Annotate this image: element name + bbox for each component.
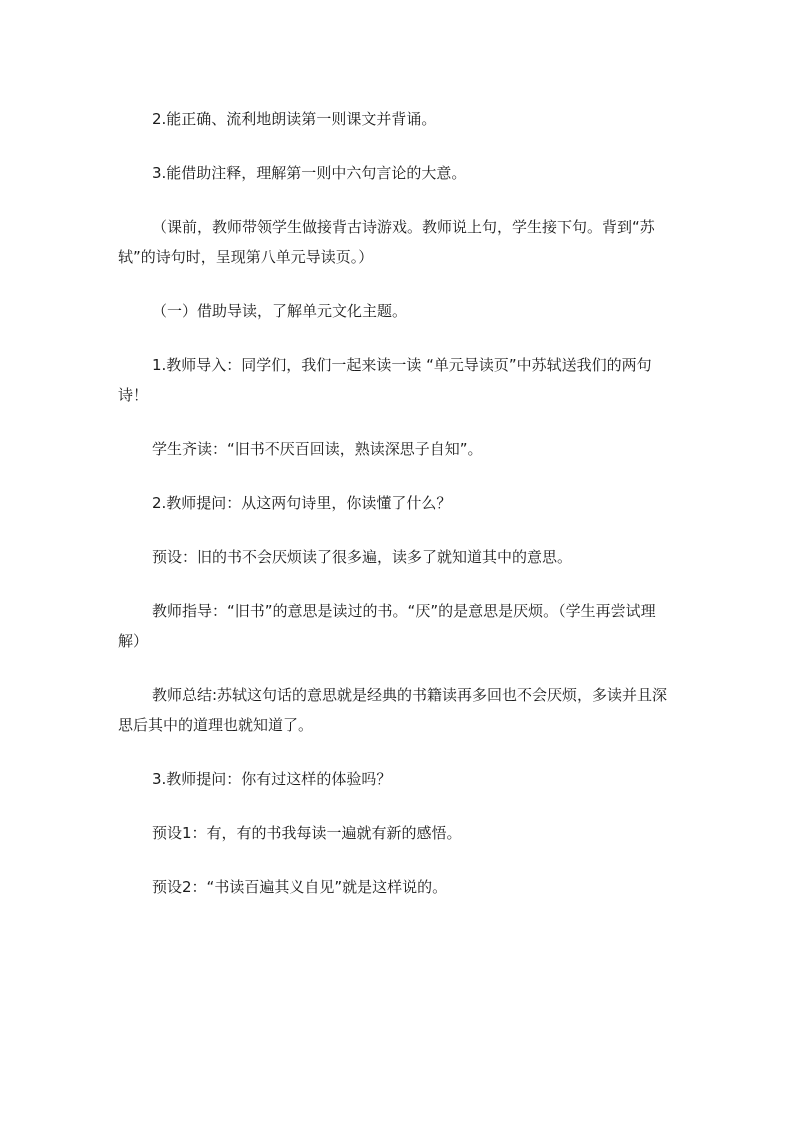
teacher-intro: 1.教师导入：同学们，我们一起来读一读 “单元导读页”中苏轼送我们的两句诗！ [118,356,652,404]
objective-3: 3.能借助注释，理解第一则中六句言论的大意。 [152,164,467,182]
teacher-guidance: 教师指导：“旧书”的意思是读过的书。“厌”的是意思是厌烦。（学生再尝试理解） [118,602,656,650]
teacher-question-2: 2.教师提问：从这两句诗里，你读懂了什么？ [152,494,452,512]
preset-answer-1: 预设1：有，有的书我每读一遍就有新的感悟。 [152,824,462,842]
teacher-question-3: 3.教师提问：你有过这样的体验吗？ [152,770,392,788]
section-heading-1: （一）借助导读，了解单元文化主题。 [152,302,408,320]
preset-answer: 预设：旧的书不会厌烦读了很多遍，读多了就知道其中的意思。 [152,548,573,566]
objective-2: 2.能正确、流利地朗读第一则课文并背诵。 [152,110,437,128]
pre-class-note: （课前，教师带领学生做接背古诗游戏。教师说上句，学生接下句。背到“苏轼”的诗句时，呈现第八单元导读页。） [118,218,655,266]
student-reading: 学生齐读：“旧书不厌百回读，熟读深思子自知”。 [152,440,483,458]
document-body [118,104,678,926]
preset-answer-2: 预设2：“书读百遍其义自见”就是这样说的。 [152,878,448,896]
teacher-summary: 教师总结:苏轼这句话的意思就是经典的书籍读再多回也不会厌烦，多读并且深思后其中的道理也就知道了。 [118,686,668,734]
